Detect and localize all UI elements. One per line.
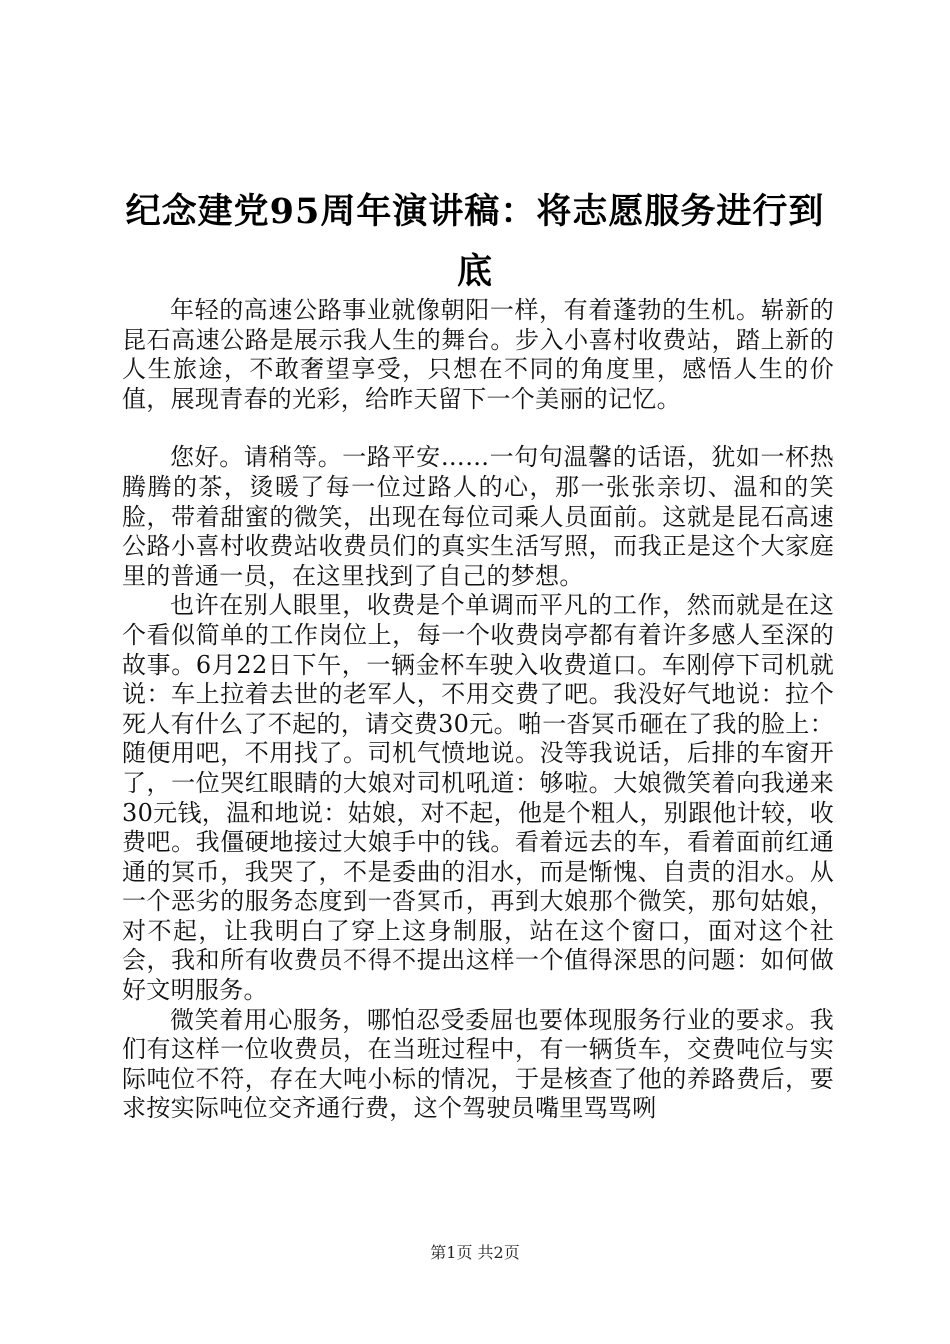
paragraph-2: 您好。请稍等。一路平安……一句句温馨的话语，犹如一杯热腾腾的茶，烫暖了每一位过路人的心，那一张张亲切、温和的笑脸，带着甜蜜的微笑，出现在每位司乘人员面前。这就是昆石高速公路小喜村收费站收费员们的真实生活写照，而我正是这个大家庭里的普通一员，在这里找到了自己的梦想。: [122, 443, 834, 590]
paragraph-4: 微笑着用心服务，哪怕忍受委屈也要体现服务行业的要求。我们有这样一位收费员，在当班过程中，有一辆货车，交费吨位与实际吨位不符，存在大吨小标的情况，于是核查了他的养路费后，要求按实际吨位交齐通行费，这个驾驶员嘴里骂骂咧: [122, 1005, 834, 1123]
paragraph-1: 年轻的高速公路事业就像朝阳一样，有着蓬勃的生机。崭新的昆石高速公路是展示我人生的舞台。步入小喜村收费站，踏上新的人生旅途，不敢奢望享受，只想在不同的角度里，感悟人生的价值，展现青春的光彩，给昨天留下一个美丽的记忆。: [122, 296, 834, 413]
document-title: 纪念建党95周年演讲稿：将志愿服务进行到底: [125, 191, 825, 292]
document-body: [122, 296, 834, 1124]
page-footer: 第1页 共2页: [430, 1243, 520, 1262]
paragraph-3: 也许在别人眼里，收费是个单调而平凡的工作，然而就是在这个看似简单的工作岗位上，每一个收费岗亭都有着许多感人至深的故事。6月22日下午，一辆金杯车驶入收费道口。车刚停下司机就说：车上拉着去世的老军人，不用交费了吧。我没好气地说：拉个死人有什么了不起的，请交费30元。啪一沓冥币砸在了我的脸上：随便用吧，不用找了。司机气愤地说。没等我说话，后排的车窗开了，一位哭红眼睛的大娘对司机吼道：够啦。大娘微笑着向我递来30元钱，温和地说：姑娘，对不起，他是个粗人，别跟他计较，收费吧。我僵硬地接过大娘手中的钱。看着远去的车，看着面前红通通的冥币，我哭了，不是委曲的泪水，而是惭愧、自责的泪水。从一个恶劣的服务态度到一沓冥币，再到大娘那个微笑，那句姑娘，对不起，让我明白了穿上这身制服，站在这个窗口，面对这个社会，我和所有收费员不得不提出这样一个值得深思的问题：如何做好文明服务。: [122, 591, 834, 1005]
